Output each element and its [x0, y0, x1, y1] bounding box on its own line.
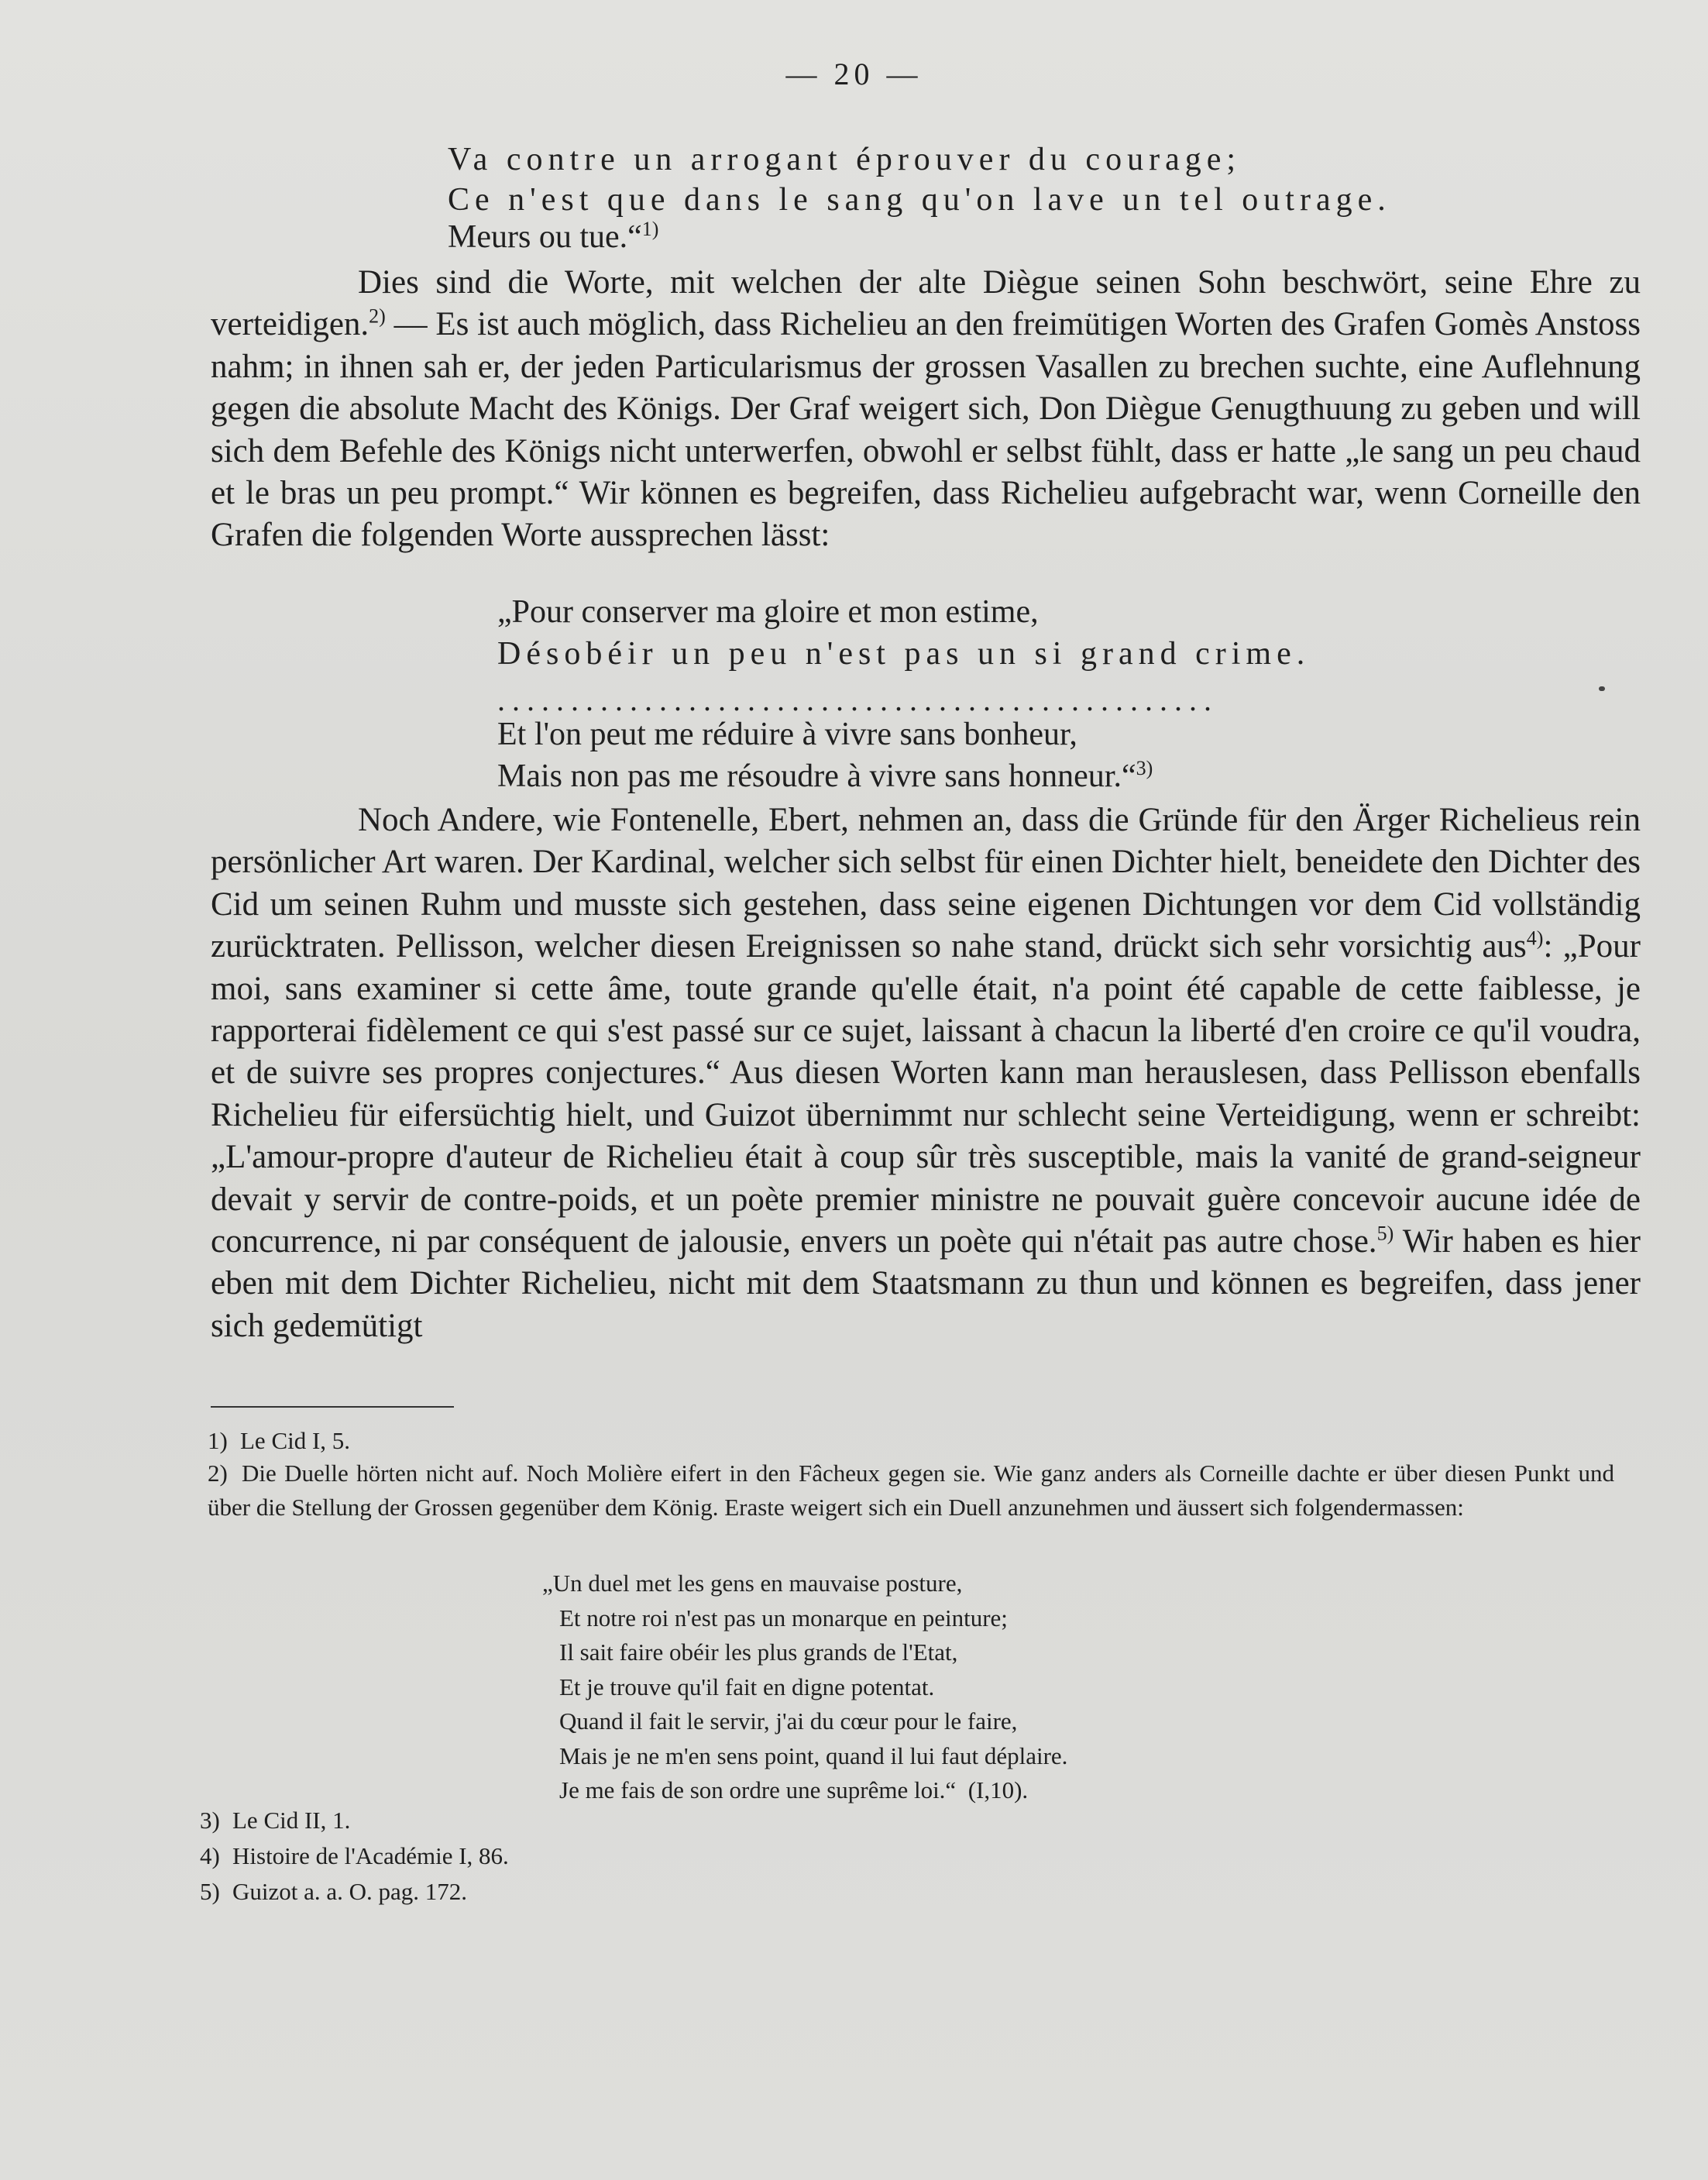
verse-line: Je me fais de son ordre une suprême loi.“ (I,10). — [559, 1776, 1029, 1803]
verse-line: Et notre roi n'est pas un monarque en peinture; — [559, 1604, 1008, 1632]
citation: (I,10). — [967, 1776, 1029, 1803]
footnote-mark: 4) — [200, 1842, 220, 1869]
footnote-mark: 5) — [200, 1878, 220, 1905]
body-paragraph: Noch Andere, wie Fontenelle, Ebert, nehmen an, dass die Gründe für den Ärger Richelieus rein persönlicher Art waren. Der Kardinal, welcher sich selbst für einen Dichter hielt, beneidete den Dichter des Cid um seinen Ruhm und musste sich gestehen, dass seine eigenen Dichtungen vor dem Cid vollständig zurücktraten. Pellisson, welcher diesen Ereignissen so nahe stand, drückt sich sehr vorsichtig aus$^{4)}$: „Pour moi, sans examiner si cette âme, toute grande qu'elle était, n'a point été capable de cette faiblesse, je rapporterai fidèlement ce qui s'est passé sur ce sujet, laissant à chacun la liberté d'en croire ce qu'il voudra, et de suivre ses propres conjectures.“ Aus diesen Worten kann man herauslesen, dass Pellisson ebenfalls Richelieu für eifersüchtig hielt, und Guizot übernimmt nur schlecht seine Verteidigung, wenn er schreibt: „L'amour-propre d'auteur de Richelieu était à coup sûr très susceptible, mais la vanité de grand-seigneur devait y servir de contre-poids, et un poète premier ministre ne pouvait guère concevoir aucune idée de concurrence, ni par conséquent de jalousie, envers un poète qui n'était pas autre chose.$^{5)}$ Wir haben es hier eben mit dem Dichter Richelieu, nicht mit dem Staatsmann zu thun und können es begreifen, dass jener sich gedemütigt — [211, 802, 1641, 1344]
verse-line: Quand il fait le servir, j'ai du cœur pour le faire, — [559, 1707, 1018, 1735]
verse-line: Et je trouve qu'il fait en digne potentat. — [559, 1673, 935, 1700]
page-number: — 20 — — [785, 57, 923, 91]
footnote-ref: 5) — [1376, 1222, 1394, 1245]
ellipsis-line: ................................................. — [497, 683, 1218, 717]
footnote-ref: 1) — [641, 218, 659, 240]
footnote-5: 5) Guizot a. a. O. pag. 172. — [200, 1875, 467, 1909]
footnote-ref: 4) — [1526, 927, 1544, 950]
footnote-ref: 3) — [1136, 757, 1153, 779]
verse-line: Désobéir un peu n'est pas un si grand crime. — [497, 636, 1311, 672]
footnote-4: 4) Histoire de l'Académie I, 86. — [200, 1839, 509, 1873]
verse-line: „Pour conserver ma gloire et mon estime, — [497, 594, 1039, 630]
footnote-2: 2) Die Duelle hörten nicht auf. Noch Molière eifert in den Fâcheux gegen sie. Wie ganz anders als Corneille dachte er über diesen Punkt und über die Stellung der Grossen gegenüber dem König. Eraste weigert sich ein Duell anzunehmen und äussert sich folgendermassen: — [208, 1456, 1614, 1525]
verse-line: Ce n'est que dans le sang qu'on lave un tel outrage. — [448, 182, 1391, 218]
verse-line: Et l'on peut me réduire à vivre sans bonheur, — [497, 717, 1077, 752]
ink-speck — [1599, 686, 1605, 691]
footnote-mark: 2) — [208, 1460, 228, 1487]
footnote-2-verse — [542, 1566, 1067, 1808]
verse-line: „Un duel met les gens en mauvaise posture, — [542, 1570, 963, 1597]
footnote-3: 3) Le Cid II, 1. — [200, 1803, 350, 1838]
body-paragraph: Dies sind die Worte, mit welchen der alte Diègue seinen Sohn beschwört, seine Ehre zu verteidigen.$^{2)}$ — Es ist auch möglich, dass Richelieu an den freimütigen Worten des Grafen Gomès Anstoss nahm; in ihnen sah er, der jeden Particularismus der grossen Vasallen zu brechen suchte, eine Auflehnung gegen die absolute Macht des Königs. Der Graf weigert sich, Don Diègue Genugthuung zu geben und will sich dem Befehle des Königs nicht unterwerfen, obwohl er selbst fühlt, dass er hatte „le sang un peu chaud et le bras un peu prompt.“ Wir können es begreifen, dass Richelieu aufgebracht war, wenn Corneille den Grafen die folgenden Worte aussprechen lässt: — [211, 264, 1641, 554]
footnote-1: 1) Le Cid I, 5. — [208, 1424, 350, 1458]
footnote-rule — [211, 1406, 454, 1408]
verse-line: Meurs ou tue.“$^{1)}$ — [448, 218, 659, 255]
footnote-mark: 1) — [208, 1427, 228, 1454]
footnote-mark: 3) — [200, 1807, 220, 1834]
verse-line: Il sait faire obéir les plus grands de l'Etat, — [559, 1638, 958, 1666]
verse-line: Mais non pas me résoudre à vivre sans honneur.“$^{3)}$ — [497, 757, 1153, 794]
verse-line: Mais je ne m'en sens point, quand il lui faut déplaire. — [559, 1742, 1068, 1769]
verse-line: Va contre un arrogant éprouver du courage; — [448, 142, 1242, 177]
footnote-ref: 2) — [369, 305, 386, 328]
